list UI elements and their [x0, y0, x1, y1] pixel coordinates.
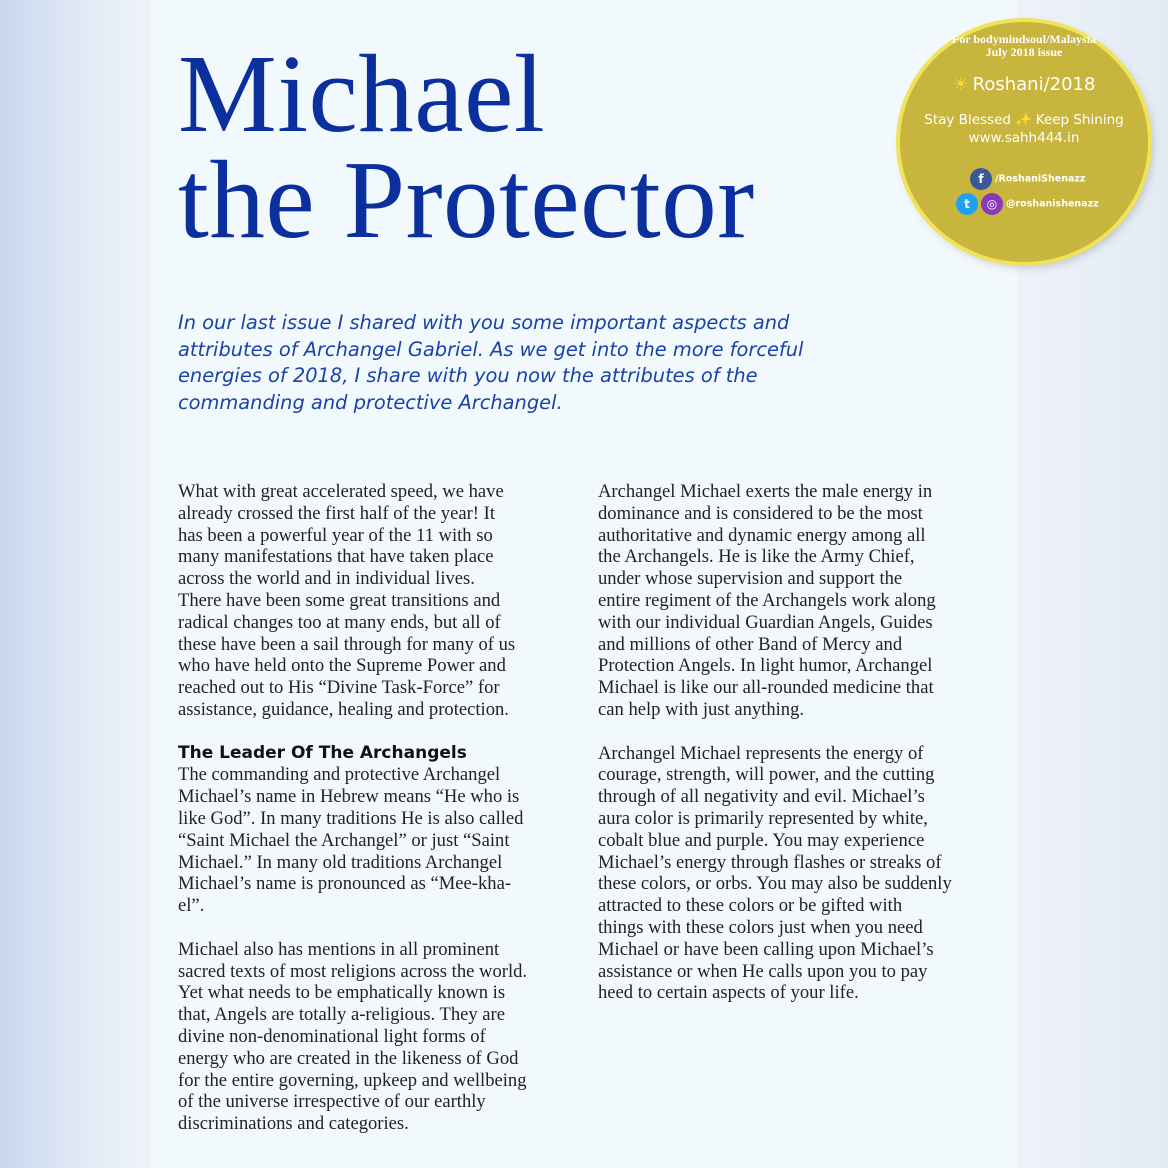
title-line-2: the Protector — [178, 139, 755, 262]
sparkle-icon: ✨ — [1014, 112, 1032, 128]
right-paragraph-1: Archangel Michael exerts the male energy in dominance and is considered to be the most authoritative and dynamic energy among all the Archangels. He is like the Army Chief, under whose supervision and support the entire regiment of the Archangels work along with our individual Guardian Angels, Guides and millions of other Band of Mercy and Protection Angels. In light humor, Archangel Michael is like our all-rounded medicine that can help with just anything. — [598, 481, 936, 720]
social-links[interactable] — [956, 193, 1099, 215]
author-handle — [920, 73, 1128, 97]
author-handle-text: Roshani/2018 — [972, 74, 1096, 95]
left-column — [178, 481, 588, 1135]
left-paragraph-3: Michael also has mentions in all prominent sacred texts of most religions across the world. Yet what needs to be emphatically known is that, Angels are totally a-religious. They are divine non-denominational light forms of energy who are created in the likeness of God for the entire governing, upkeep and wellbeing of the universe irrespective of our earthly discriminations and categories. — [178, 938, 528, 1135]
sun-icon: ☀ — [952, 74, 969, 95]
blessing-text-2: Keep Shining — [1035, 112, 1124, 128]
instagram-handle: @roshanishenazz — [1006, 198, 1099, 210]
right-paragraph-2: Archangel Michael represents the energy of courage, strength, will power, and the cutting through of all negativity and evil. Michael’s aura color is primarily represented by white, cobalt blue and purple. You may experience Michael’s energy through flashes or streaks of these colors, or orbs. You may also be suddenly attracted to these colors or be gifted with things with these colors just when you need Michael or have been calling upon Michael’s assistance or when He calls upon you to pay heed to certain aspects of your life. — [598, 742, 952, 1004]
issue-note-line-1: For bodymindsoul/Malaysia — [951, 32, 1097, 46]
facebook-handle: /RoshaniShenazz — [995, 173, 1086, 185]
issue-note — [934, 33, 1114, 59]
facebook-link[interactable] — [970, 168, 1085, 190]
title-line-1: Michael — [178, 33, 546, 156]
issue-note-line-2: July 2018 issue — [985, 45, 1063, 59]
article-title — [178, 33, 755, 262]
blessing-text-1: Stay Blessed — [924, 112, 1011, 128]
blessing-line — [910, 111, 1138, 129]
twitter-icon: t — [956, 193, 978, 215]
facebook-icon: f — [970, 168, 992, 190]
left-paragraph-2: The commanding and protective Archangel Michael’s name in Hebrew means “He who is like God”. In many traditions He is also called “Saint Michael the Archangel” or just “Saint Michael.” In many old traditions Archangel Michael’s name is pronounced as “Mee-kha- el”. — [178, 764, 524, 917]
instagram-icon: ◎ — [981, 193, 1003, 215]
left-paragraph-1: What with great accelerated speed, we have already crossed the first half of the year! It has been a powerful year of the 11 with so many manifestations that have taken place across the world and in individual lives. There have been some great transitions and radical changes too at many ends, but all of these have been a sail through for many of us who have held onto the Supreme Power and reached out to His “Divine Task-Force” for assistance, guidance, healing and protection. — [178, 481, 516, 720]
website-link[interactable]: www.sahh444.in — [968, 130, 1080, 146]
intro-paragraph: In our last issue I shared with you some important aspects and attributes of Archangel Gabriel. As we get into the more forceful energies of 2018, I share with you now the attributes of the commanding and protective Archangel. — [178, 311, 804, 414]
section-heading: The Leader Of The Archangels — [178, 742, 467, 763]
author-badge — [900, 22, 1148, 262]
right-column — [598, 481, 1008, 1004]
